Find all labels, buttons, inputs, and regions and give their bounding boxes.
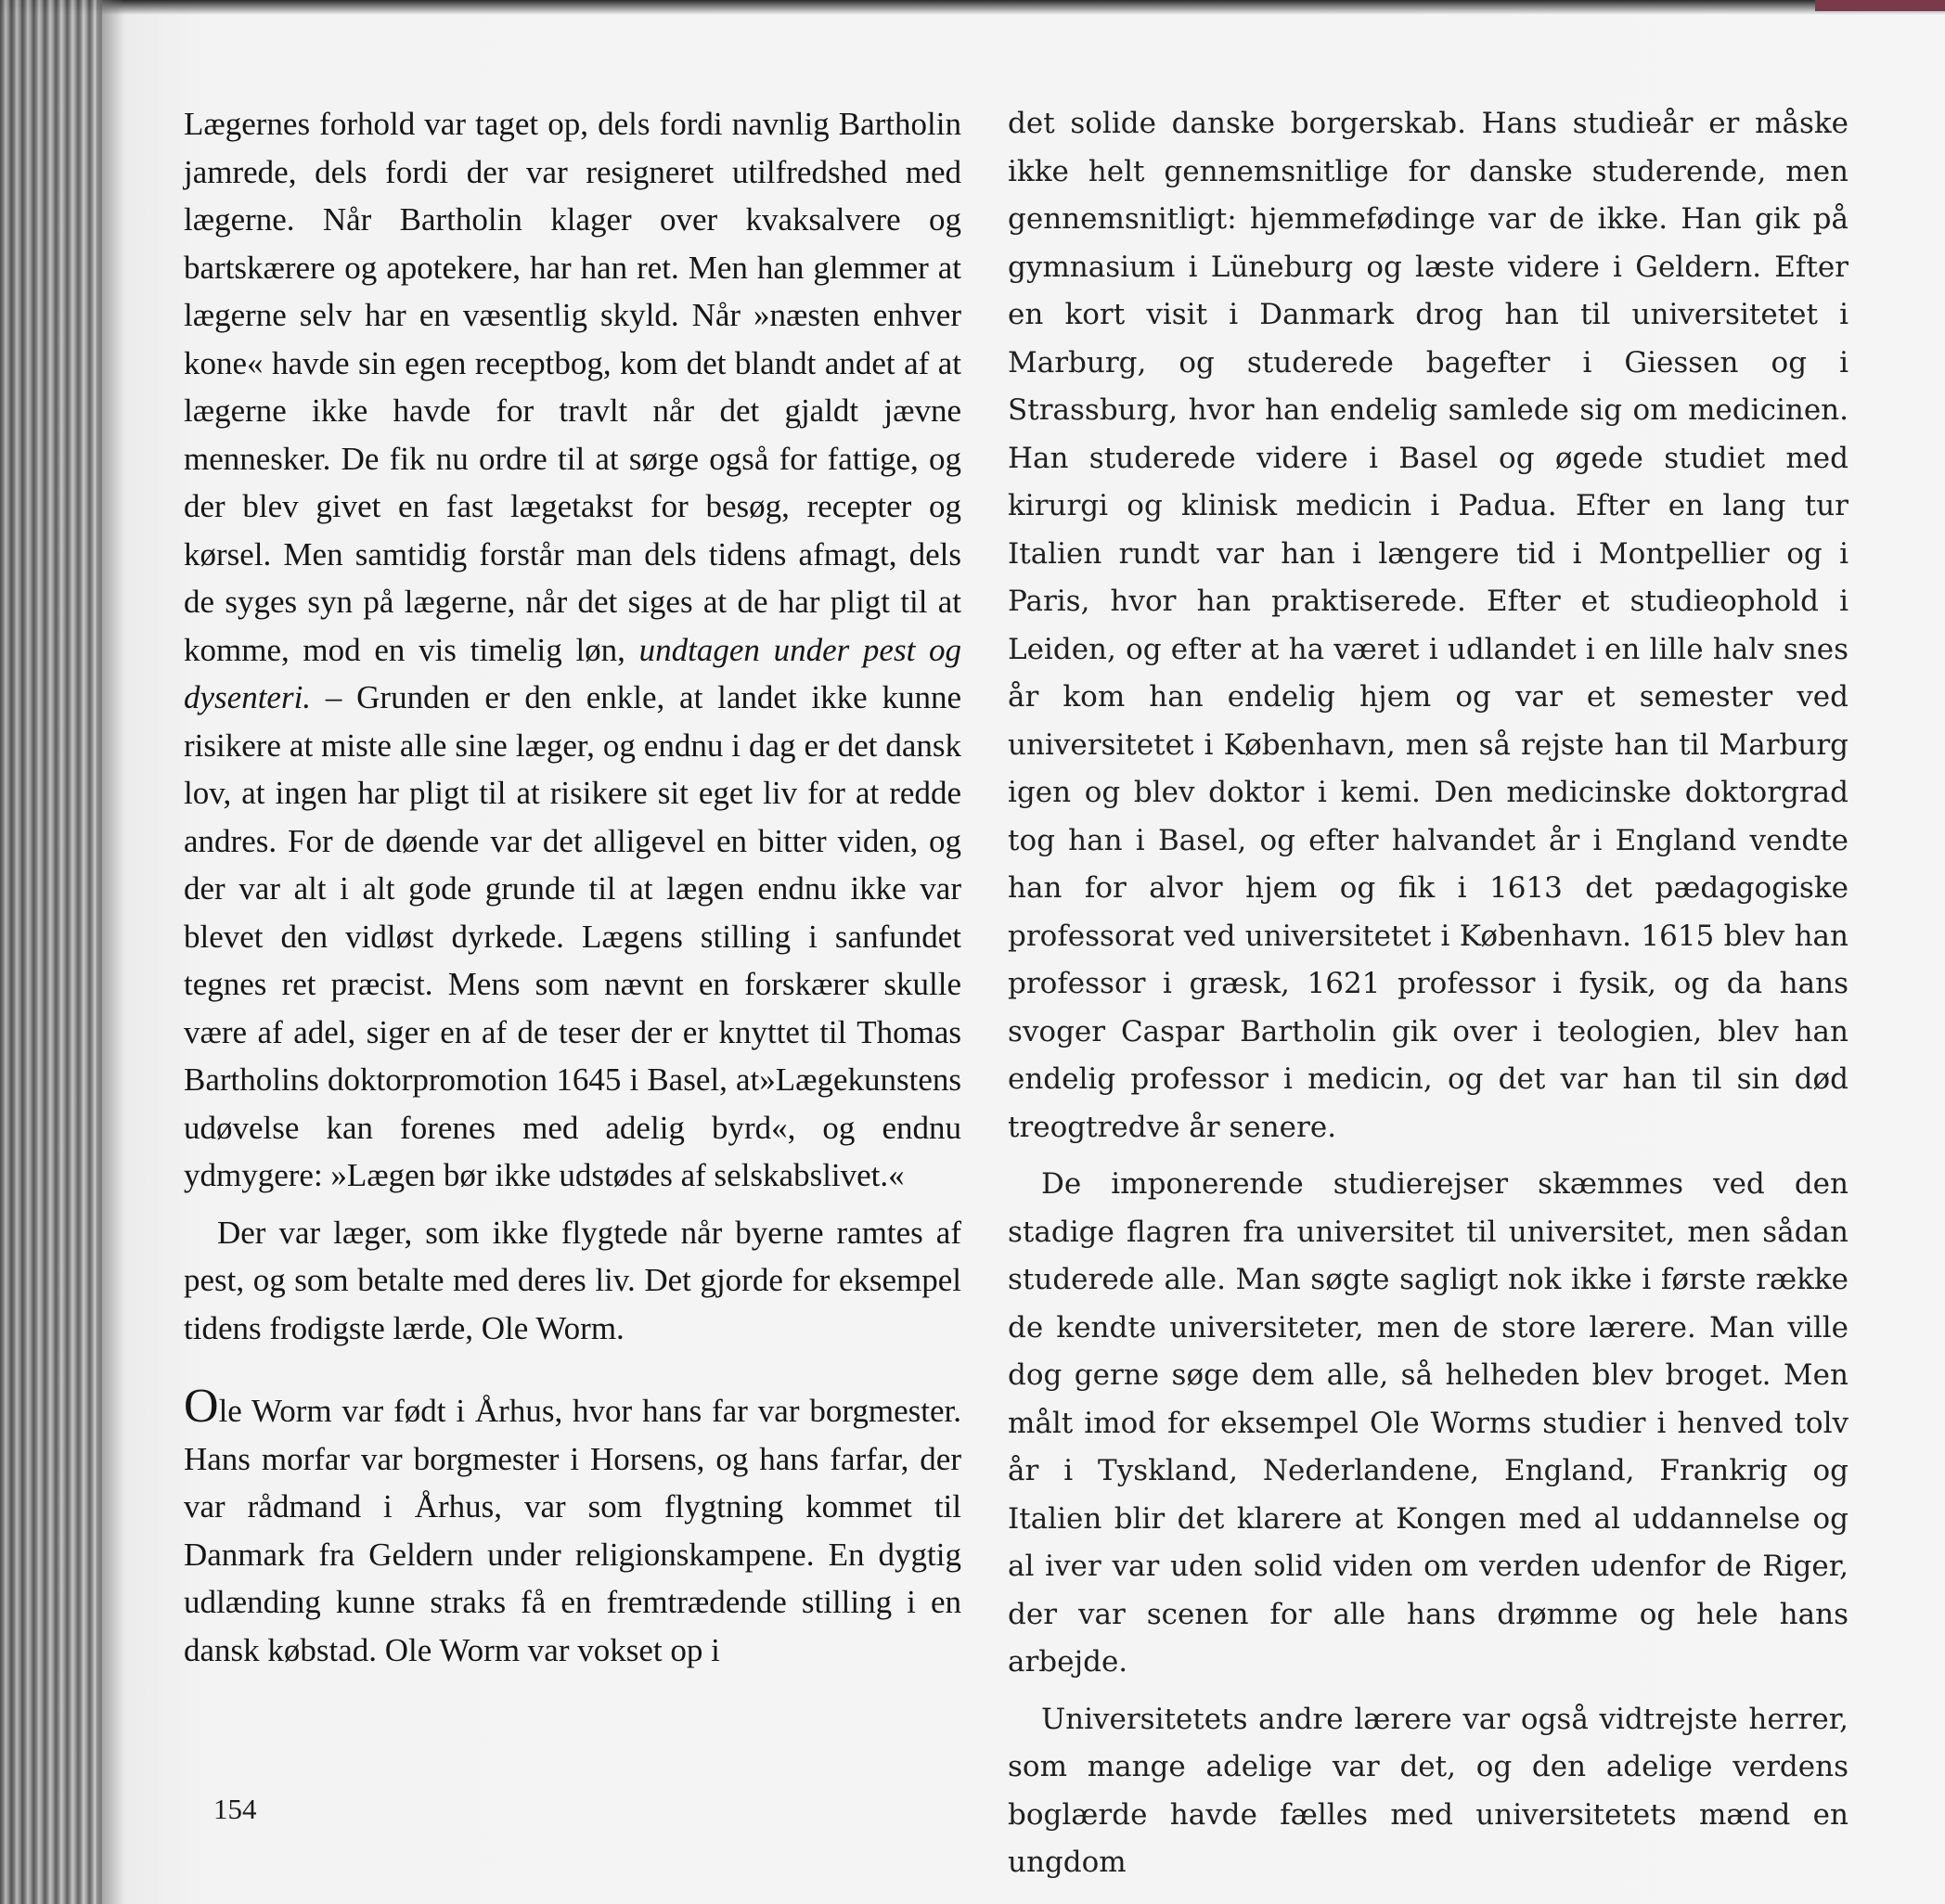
left-paragraph-1 — [184, 100, 961, 1200]
right-paragraph-1: det solide danske borgerskab. Hans studieår er måske ikke helt gennemsnitlige for danske studerende, men gennemsnitligt: hjemmefødinge var de ikke. Han gik på gymnasium i Lüneburg og læste videre i Geldern. Efter en kort visit i Danmark drog han til universitetet i Marburg, og studerede bagefter i Giessen og i Strassburg, hvor han endelig samlede sig om medicinen. Han studerede videre i Basel og øgede studiet med kirurgi og klinisk medicin i Padua. Efter en lang tur Italien rundt var han i længere tid i Montpellier og i Paris, hvor han praktiserede. Efter et studieophold i Leiden, og efter at ha været i udlandet i en lille halv snes år kom han endelig hjem og var et semester ved universitetet i København, men så rejste han til Marburg igen og blev doktor i kemi. Den medicinske doktorgrad tog han i Basel, og efter halvandet år i England vendte han for alvor hjem og fik i 1613 det pædagogiske professorat ved universitetet i København. 1615 blev han professor i græsk, 1621 professor i fysik, og da hans svoger Caspar Bartholin gik over i teologien, blev han endelig professor i medicin, og det var han til sin død treogtredve år senere. — [1008, 107, 1848, 1144]
right-paragraph-2: De imponerende studierejser skæmmes ved den stadige flagren fra universitet til universitet, men sådan studerede alle. Man søgte sagligt nok ikke i første række de kendte universiteter, men de store lærere. Man ville dog gerne søge dem alle, så helheden blev broget. Men målt imod for eksempel Ole Worms studier i henved tolv år i Tyskland, Nederlandene, England, Frankrig og Italien blir det klarere at Kongen med al uddannelse og al iver var uden solid viden om verden udenfor de Riger, der var scenen for alle hans drømme og hele hans arbejde. — [1008, 1167, 1848, 1679]
top-shadow — [0, 0, 1945, 15]
left-paragraph-1-italic: undtagen under pest og dysenteri. — [184, 631, 961, 715]
left-paragraph-1-text-b: – Grunden er den enkle, at landet ikke kunne risikere at miste alle sine læger, og endnu i dag er det dansk lov, at ingen har pligt til at risikere sit eget liv for at redde andres. For de døende var det alligevel en bitter viden, og der var alt i alt gode grunde til at lægen endnu ikke var blevet den vidløst dyrkede. Lægens stilling i sanfundet tegnes ret præcist. Mens som nævnt en forskærer skulle være af adel, siger en af de teser der er knyttet til Thomas Bartholins doktorpromotion 1645 i Basel, at»Lægekunstens udøvelse kan forenes med adelig byrd«, og endnu ydmygere: »Lægen bør ikke udstødes af selskabslivet.« — [184, 679, 961, 1193]
right-paragraph-3: Universitetets andre lærere var også vidtrejste herrer, som mange adelige var det, og den adelige verdens boglærde havde fælles med universitetets mænd en ungdom — [1008, 1702, 1848, 1879]
left-column — [184, 100, 961, 1683]
page-number: 154 — [213, 1793, 257, 1825]
page-edges — [0, 0, 102, 1904]
left-paragraph-1-text-a: Lægernes forhold var taget op, dels fordi navnlig Bartholin jamrede, dels fordi der var resigneret utilfredshed med lægerne. Når Bartholin klager over kvaksalvere og bartskærere og apotekere, har han ret. Men han glemmer at lægerne selv har en væsentlig skyld. Når »næsten enhver kone« havde sin egen receptbog, kom det blandt andet af at lægerne ikke havde for travlt når det gjaldt jævne mennesker. De fik nu ordre til at sørge også for fattige, og der blev givet en fast lægetakst for besøg, recepter og kørsel. Men samtidig forstår man dels tidens afmagt, dels de syges syn på lægerne, når det siges at de har pligt til at komme, mod en vis timelig løn, — [184, 106, 961, 668]
left-paragraph-3 — [184, 1380, 961, 1674]
left-paragraph-2: Der var læger, som ikke flygtede når byerne ramtes af pest, og som betalte med deres liv. Det gjorde for eksempel tidens frodigste lærde, Ole Worm. — [184, 1214, 961, 1346]
right-column — [1008, 100, 1848, 1897]
left-paragraph-3-text: le Worm var født i Århus, hvor hans far var borgmester. Hans morfar var borgmester i Horsens, og hans farfar, der var rådmand i Århus, var som flygtning kommet til Danmark fra Geldern under religionskampene. En dygtig udlænding kunne straks få en fremtrædende stilling i en dansk købstad. Ole Worm var vokset op i — [184, 1393, 961, 1668]
drop-cap: O — [184, 1380, 219, 1433]
